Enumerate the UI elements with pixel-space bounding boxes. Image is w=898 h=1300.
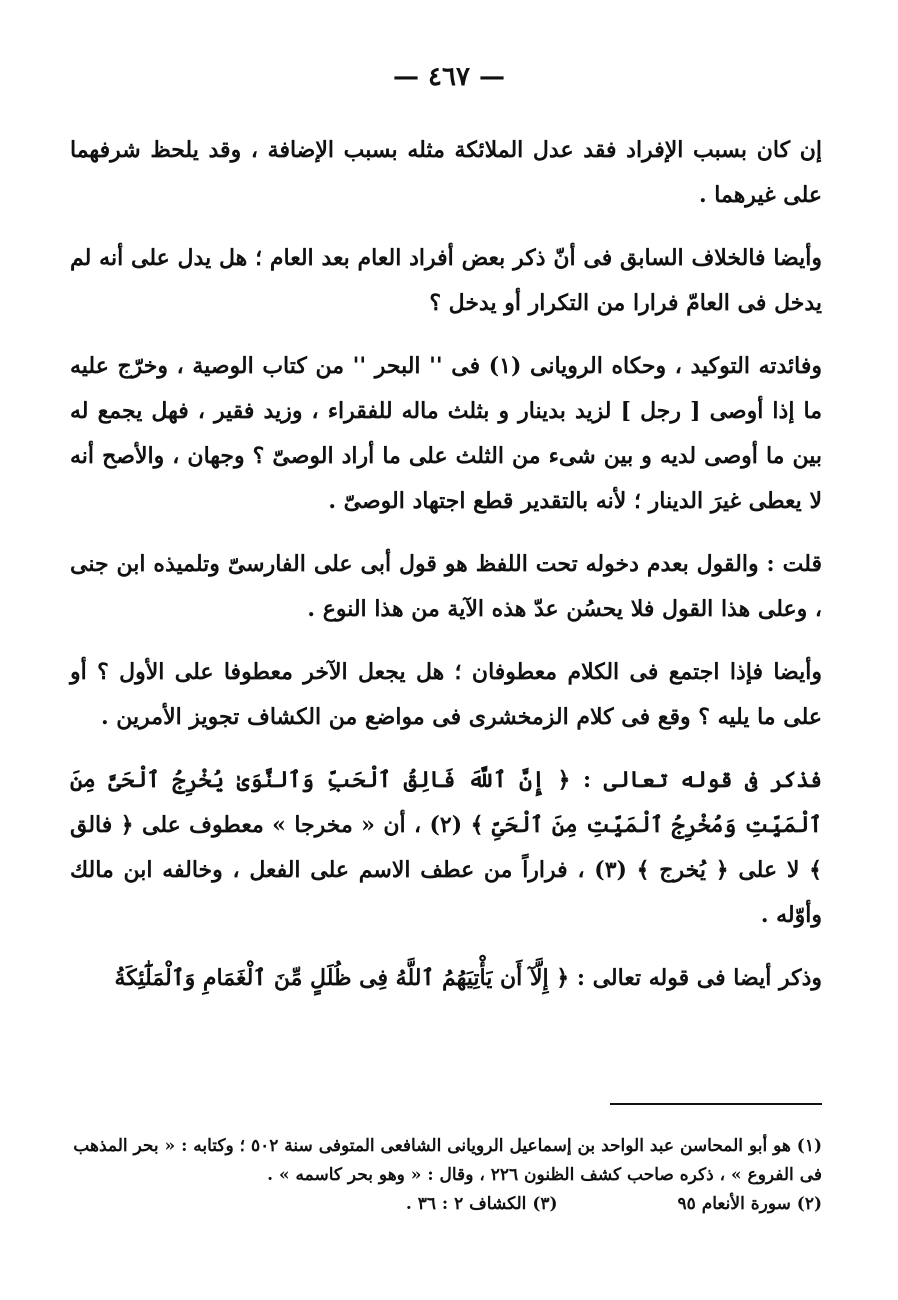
footnote-1: (١) هو أبو المحاسن عبد الواحد بن إسماعيل الرويانى الشافعى المتوفى سنة ٥٠٢ ؛ وكتابه : « بحر المذهب فى الفروع » ، ذكره صاحب كشف الظنون ٢٢٦ ، وقال : « وهو بحر كاسمه » .	[73, 1136, 822, 1185]
paragraph-5: وأيضا فإذا اجتمع فى الكلام معطوفان ؛ هل يجعل الآخر معطوفا على الأول ؟ أو على ما يليه ؟ وقع فى كلام الزمخشرى فى مواضع من الكشاف تجويز الأمرين .	[70, 659, 822, 730]
paragraph-6: فذكر فى قوله تعالى : ﴿ إِنَّ ٱللَّهَ فَالِقُ ٱلْحَبِّ وَٱلنَّوَىٰ يُخْرِجُ ٱلْحَىَّ مِنَ ٱلْمَيِّتِ وَمُخْرِجُ ٱلْمَيِّتِ مِنَ ٱلْحَىِّ ﴾ (٢) ، أن « مخرجا » معطوف على ﴿ فالق ﴾ لا على ﴿ يُخرج ﴾ (٣) ، فراراً من عطف الاسم على الفعل ، وخالفه ابن مالك وأوّله .	[70, 767, 823, 928]
paragraph-2: وأيضا فالخلاف السابق فى أنّ ذكر بعض أفراد العام بعد العام ؛ هل يدل على أنه لم يدخل فى العامّ فرارا من التكرار أو يدخل ؟	[70, 245, 822, 316]
paragraph-4: قلت : والقول بعدم دخوله تحت اللفظ هو قول أبى على الفارسىّ وتلميذه ابن جنى ، وعلى هذا القول فلا يحسُن عدّ هذه الآية من هذا النوع .	[70, 551, 822, 622]
footnote-divider	[610, 1103, 822, 1105]
footnote-3: (٣) الكشاف ٢ : ٣٦ .	[405, 1194, 558, 1214]
paragraph-3: وفائدته التوكيد ، وحكاه الرويانى (١) فى '' البحر '' من كتاب الوصية ، وخرّج عليه ما إذا أوصى [ رجل ] لزيد بدينار و بثلث ماله للفقراء ، وزيد فقير ، فهل يجمع له بين ما أوصى لديه و بين شىء من الثلث على ما أراد الوصىّ ؟ وجهان ، والأصح أنه لا يعطى غيرَ الدينار ؛ لأنه بالتقدير قطع اجتهاد الوصىّ .	[70, 353, 822, 514]
paragraph-7: وذكر أيضا فى قوله تعالى : ﴿ إِلَّآ أَن يَأْتِيَهُمُ ٱللَّهُ فِى ظُلَلٍ مِّنَ ٱلْغَمَامِ وَٱلْمَلَٰٓئِكَةُ	[114, 965, 822, 991]
footnote-2: (٢) سورة الأنعام ٩٥	[677, 1194, 822, 1214]
page-number: — ٤٦٧ —	[392, 62, 506, 92]
body-text	[70, 128, 822, 1019]
footnote-row	[70, 1190, 822, 1219]
paragraph-1: إن كان بسبب الإفراد فقد عدل الملائكة مثله بسبب الإضافة ، وقد يلحظ شرفهما على غيرهما .	[70, 137, 822, 208]
footnotes	[70, 1132, 822, 1219]
